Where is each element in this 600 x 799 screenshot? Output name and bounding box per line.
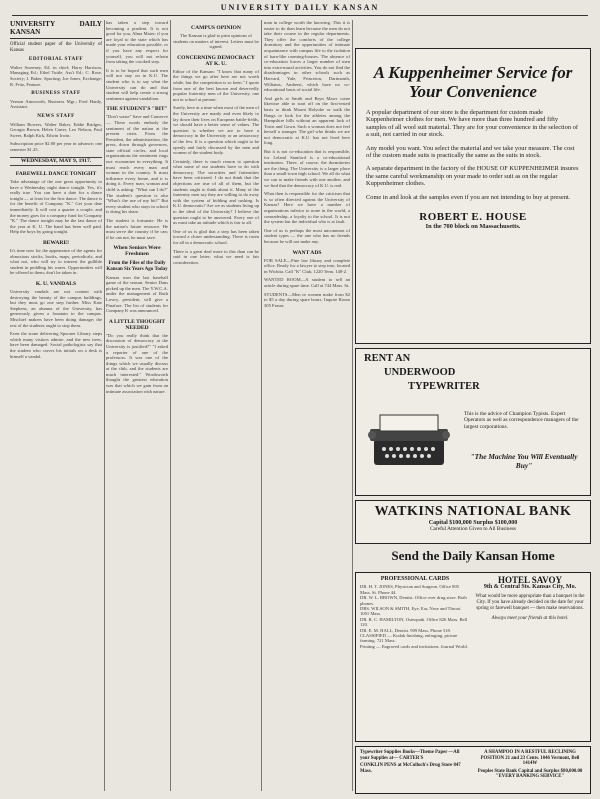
conklin-ad: CONKLIN PENS at McColloch's Drug Store 847 Mass. bbox=[360, 763, 461, 774]
bank-name: WATKINS NATIONAL BANK bbox=[374, 504, 572, 519]
underwood-description: This is the advice of Champion Typists. Expert Operators as well as correspondence managers of the largest corporations. bbox=[464, 411, 579, 430]
underwood-ad bbox=[355, 348, 591, 496]
shampoo-ad: A SHAMPOO IN A RESTFUL RECLINING POSITION 21 and 23 Cents. 1046 Vermont, Bell 1414W bbox=[480, 750, 580, 767]
typewriter-illustration bbox=[366, 409, 452, 473]
professional-cards bbox=[360, 577, 470, 649]
advertisement-column bbox=[355, 20, 591, 793]
editorial-staff-heading: EDITORIAL STAFF bbox=[28, 56, 84, 63]
staff-list: Walter Sweeney, Ed. in chief; Harry Harrison, Managing Ed.; Ethel Tuttle, Ass't Ed.; C. Rose, Society; J. Baker, Sporting; Joe Jones, Exchange; R. Fritz, Feature. bbox=[10, 64, 102, 87]
article-text: It's time now for the appearance of the agents for obnoxious stocks, books, maps, periodicals, and what not, who will try to interest the gullible student in peddling his wares. Opportunities will be offered to them; don't be taken in. bbox=[10, 248, 102, 276]
beware-heading: BEWARE! bbox=[42, 240, 70, 247]
card-listing: DRS. WILSON & SMITH, Eye, Ear, Nose and Throat. 1001 Mass. bbox=[360, 606, 462, 617]
staff-list: William Bowers, Walter Baker, Eddie Bridges, Georgia Brown, Helen Carter, Leo Nelson, Paul Sweet, Ralph Kirk, Edwin Irwin. bbox=[10, 121, 102, 138]
news-staff-heading: NEWS STAFF bbox=[37, 112, 75, 119]
campus-opinion-column bbox=[173, 20, 259, 793]
classified-ad: STUDENTS—Men or women make from $2 to $5 a day during spare hours. Inquire Room 305 Fraser. bbox=[264, 291, 350, 308]
article-text: Kansas won the last baseball game of the season. Senior Dans picked up the men. The Y.W.C.A. under the management of Ruth Lowry, president, will give a Pinafore. The list of students for Company K was announced. bbox=[106, 274, 168, 314]
article-text: has taken a step toward becoming a prudent. It is not good for you, Alma Mater; if you are loyal to the state which has made your education possible, or if you have any respect for yourself, you will not refrain from taking the crooked step. bbox=[106, 20, 168, 65]
kuppenheimer-copy bbox=[356, 109, 590, 201]
fourth-column bbox=[264, 20, 350, 793]
underwood-slogan: "The Machine You Will Eventually Buy" bbox=[470, 452, 578, 470]
article-text: It is to be hoped that such men will not stay on in K.U. The student who is to say what the University can do and that student will help create a strong sentiment against vandalism. bbox=[106, 67, 168, 101]
article-text: There is a great deal more to this than can be said in one letter; what we need is fair consideration. bbox=[173, 248, 259, 265]
column-divider bbox=[104, 20, 105, 791]
seniors-freshmen-subhead: From the Files of the Daily Kansan Six Years Ago Today bbox=[106, 261, 168, 272]
kuppenheimer-headline: A Kuppenheimer Service for Your Convenience bbox=[373, 63, 573, 101]
hotel-text: What would be more appropriate than a banquet in the City. If you have already decided on the date for your spring or farewell banquet — then make reservations. bbox=[475, 594, 585, 611]
send-kansan-text: Send the Daily Kansan Home bbox=[391, 548, 555, 563]
staff-list: Vernon Ainsworth, Business Mgr.; Fred Hardy, Assistant. bbox=[10, 98, 102, 110]
cards-and-hotel-ad bbox=[355, 572, 591, 742]
send-kansan-banner bbox=[355, 548, 591, 570]
column-divider bbox=[352, 20, 353, 791]
hotel-name: HOTEL SAVOY bbox=[498, 575, 562, 585]
article-text: One of us is perhaps the most uncommon of student types — the one who has no friends because he will not make any. bbox=[264, 227, 350, 244]
running-head: UNIVERSITY DAILY KANSAN bbox=[220, 3, 380, 12]
card-listing: DR. H. T. JONES, Physician and Surgeon. Office 805 Mass. St. Phone 44. bbox=[360, 584, 460, 595]
issue-dateline: WEDNESDAY, MAY 9, 1917. bbox=[10, 157, 102, 167]
article-text: The student is fortunate. He is the nation's future resource. He must serve the country if he can; if he can not, he must save. bbox=[106, 218, 168, 240]
article-text: "Don't waste" Save and Conserve — These words embody the sentiment of the nation at the present crisis. From the President, the administration, the press, down through governors, state official circles, and local organizations the sentiment rings out: economize in everything. It must reach every man and woman in the country. It must influence every home, and it is doing it. Every man, woman and child is asking: "What can I do?" The student's question is also "What's the use of my bit?" But every student who stays in school is doing his share. bbox=[106, 114, 168, 215]
merchant-address: In the 700 block on Massachusetts. bbox=[425, 223, 521, 231]
editorial-column bbox=[10, 20, 102, 793]
classified-ad: WANTED ROOM—A student to sell an article during spare time. Call at 744 Mass. St. bbox=[264, 277, 350, 288]
business-staff-heading: BUSINESS STAFF bbox=[31, 90, 81, 97]
hotel-note: Always meet your friends at this hotel. bbox=[491, 616, 569, 621]
subscription-note: Subscription price $2.00 per year in advance; one semester $1.25. bbox=[10, 141, 102, 152]
professional-cards-title: PROFESSIONAL CARDS bbox=[380, 576, 450, 582]
kuppenheimer-paragraph: A separate department in the factory of the HOUSE OF KUPPENHEIMER insures the same careful workmanship on your made to order suit as on the regular Kuppenheimer clothes. bbox=[366, 165, 579, 188]
want-ads-heading: WANT ADS bbox=[292, 249, 322, 256]
card-listing: CLASSIFIED — Kodak finishing, enlarging, picture framing. 721 Mass. bbox=[360, 633, 458, 644]
article-text: And girls at Smith and Bryn Mawr come likewise able to start off on the first-tested basis to think Mount Holyoke or walk the Bangs or look for the athletes among the Hampshire hills without an apparent lack of Town and Gown. Such a woman does not feel herself a stranger. The girl who thinks we are not democratic at K.U. has not lived here long. bbox=[264, 95, 350, 146]
kuppenheimer-ad bbox=[355, 48, 591, 344]
second-column bbox=[106, 20, 168, 793]
kuppenheimer-paragraph: Any model you want. You select the material and we take your measure. The cost of the custom made suits is practically the same as the suits in stock. bbox=[366, 144, 575, 160]
small-ads-left bbox=[360, 750, 470, 774]
article-text: What then is responsible for the criticism that is so often directed against the University of Kansas? Here we have a number of organizations inferior to none in the world, a comradeship, a loyalty to the school. It is not the system but the individual who is at fault. bbox=[264, 191, 350, 225]
vandals-heading: K. U. VANDALS bbox=[35, 281, 77, 287]
small-ads-block bbox=[355, 746, 591, 794]
classified-ad: FOR SALE—Fine law library and complete office. Ready for a lawyer to step into; located in Wichita. Call "K" Club, 1220 Tenn. 148-2. bbox=[264, 257, 350, 274]
article-text: man in college worth the knowing. This it is easier to do than learn because the men do not take their course in the regular departments. They offer the comforts of the college dormitory and the opportunities of intimate acquaintance with campus life to the isolation of barn-like rooming-houses. The absence of co-education forces a larger number of men into extra-mural activities. You do not find the disadvantages in other schools such as Harvard, Yale, Princeton, Dartmouth, Williams, Amherst, which have no co-educational basis of social life. bbox=[264, 20, 350, 93]
article-text: Take advantage of the one great opportunity to have a Wednesday night dance tonight. Yes, it's really true. You can have a date for a dance tonight — at least for the first dance. The dance is for the benefit of Company "K." Get your date immediately. It will cost a quarter a couple, and the money goes for a company fund for Company "K." The dance tonight may be the last dance of the year at K. U. The band has been well paid. Help the boys by going tonight. bbox=[10, 179, 102, 235]
peoples-bank-ad: Peoples State Bank Capital and Surplus $80,000.00 "EVERY BANKING SERVICE" bbox=[477, 768, 583, 780]
bank-capital: Capital $100,000 Surplus $100,000 bbox=[428, 520, 518, 526]
underwood-line: RENT AN bbox=[364, 353, 411, 364]
article-text: Editor of the Kansan: "I know that many of the things we go after here are not worth while, but the competition is so keen." I quote from one of the best known and deservedly popular fraternity men of the University, one not in school at present. bbox=[173, 68, 259, 102]
underwood-line: TYPEWRITER bbox=[408, 381, 480, 392]
democracy-heading: CONCERNING DEMOCRACY AT K. U. bbox=[177, 54, 255, 67]
card-listing: DR. W. L. BROWN, Dentist. Office over drug store. Both phones. bbox=[360, 595, 467, 606]
kuppenheimer-paragraph: A popular department of our store is the department for custom made Kuppenheimer clothes for men. We have more than three hundred and fifty samples of all wool suit material. They are for your convenience in the selection of a suit, not carried in our stock. bbox=[366, 109, 578, 139]
card-listing: Printing — Engraved cards and invitations. Journal World. bbox=[360, 643, 468, 649]
article-text: Surely, here at a time when most of the men of the University are manly and even likely to lay down their lives on European battle-fields, we should have a better sense of values. The question is whether we are to have a democracy in the University or an aristocracy of the few. It is a question which ought to be openly and fairly discussed by the men and women of the student body. bbox=[173, 105, 259, 156]
hotel-location: 9th & Central Sts. Kansas City, Mo. bbox=[483, 584, 577, 590]
campus-opinion-heading: CAMPUS OPINION bbox=[191, 25, 241, 31]
seniors-freshmen-heading: When Seniors Were Freshmen bbox=[113, 245, 161, 258]
kuppenheimer-paragraph: Come in and look at the samples even if you are not intending to buy at present. bbox=[366, 193, 571, 201]
merchant-name: ROBERT E. HOUSE bbox=[419, 211, 527, 224]
little-thought-heading: A LITTLE THOUGHT NEEDED bbox=[108, 318, 166, 331]
article-text: Certainly, there is much reason to question what some of our students have to do with democracy. The sororities and fraternities have been criticized. I do not think that the objections are true of all of them, but the students ought to think about it. Many of the fraternity men say they are willing to do away with the system of bidding and rushing. Is K.U. democratic? Are we as students living up to the ideal of the University? I believe the question ought to be answered. Every one of us must take an attitude which is fair to all. bbox=[173, 158, 259, 226]
card-listing: DR. E. M. HALL, Dentist. 909 Mass. Phone 518. bbox=[360, 627, 451, 633]
article-text: "Do you really think that the discussion of democracy at the University is justified?" "I asked a reporter of one of the professors. It was one of the things which we usually discuss at the club, and the students are much interested." Wordsworth thought the greatest education was that which we gain from an intimate association with nature. bbox=[106, 332, 168, 394]
paper-nameplate: UNIVERSITY DAILY KANSAN bbox=[10, 20, 102, 39]
watkins-bank-ad bbox=[355, 500, 591, 544]
article-text: Even the stone delivering Spooner Library steps which many visitors admire, and the new trees, have been damaged. Social pathologists say that the student who carves his initials on a desk is himself a vandal. bbox=[10, 331, 102, 359]
article-text: University vandals are not content with destroying the beauty of the campus buildings, but they must go one step further. Miss Kate Stephens, an alumna of the University, has generously given a fountain to the campus. Mischief makers have been doing damage; the rest of the students ought to stop them. bbox=[10, 289, 102, 328]
article-text: But it is not co-education that is responsible, for Leland Stanford is a co-educational institution. There, of course, the dormitories are the thing. The University is a larger place than a small-town high school. We all do what we can to make friends with one another, and we find that the democracy of K.U. is real. bbox=[264, 149, 350, 188]
farewell-dance-heading: FAREWELL DANCE TONIGHT bbox=[15, 171, 97, 178]
card-listing: DR. R. C. HAMILTON, Osteopath. Office 826 Mass. Bell 120. bbox=[360, 616, 468, 628]
column-note: The Kansan is glad to print opinions of students on matters of interest. Letters must be signed. bbox=[173, 33, 259, 50]
hotel-savoy-ad bbox=[474, 577, 586, 622]
bank-note: Careful Attention Given to All Business bbox=[429, 526, 517, 532]
column-divider bbox=[170, 20, 171, 791]
article-text: One of us is glad that a step has been taken toward a closer understanding. There is room for all in a democratic school. bbox=[173, 228, 259, 245]
paper-subtitle: Official student paper of the University of Kansas bbox=[10, 42, 102, 53]
student-bit-heading: THE STUDENT'S "BIT" bbox=[106, 106, 168, 113]
small-ads-right bbox=[474, 750, 586, 780]
carter-ad: Typewriter Supplies Books—Theme Paper —All your Supplies at— CARTER'S bbox=[360, 750, 460, 761]
column-divider bbox=[261, 20, 262, 791]
underwood-line: UNDERWOOD bbox=[384, 367, 456, 378]
top-rule bbox=[12, 15, 588, 16]
